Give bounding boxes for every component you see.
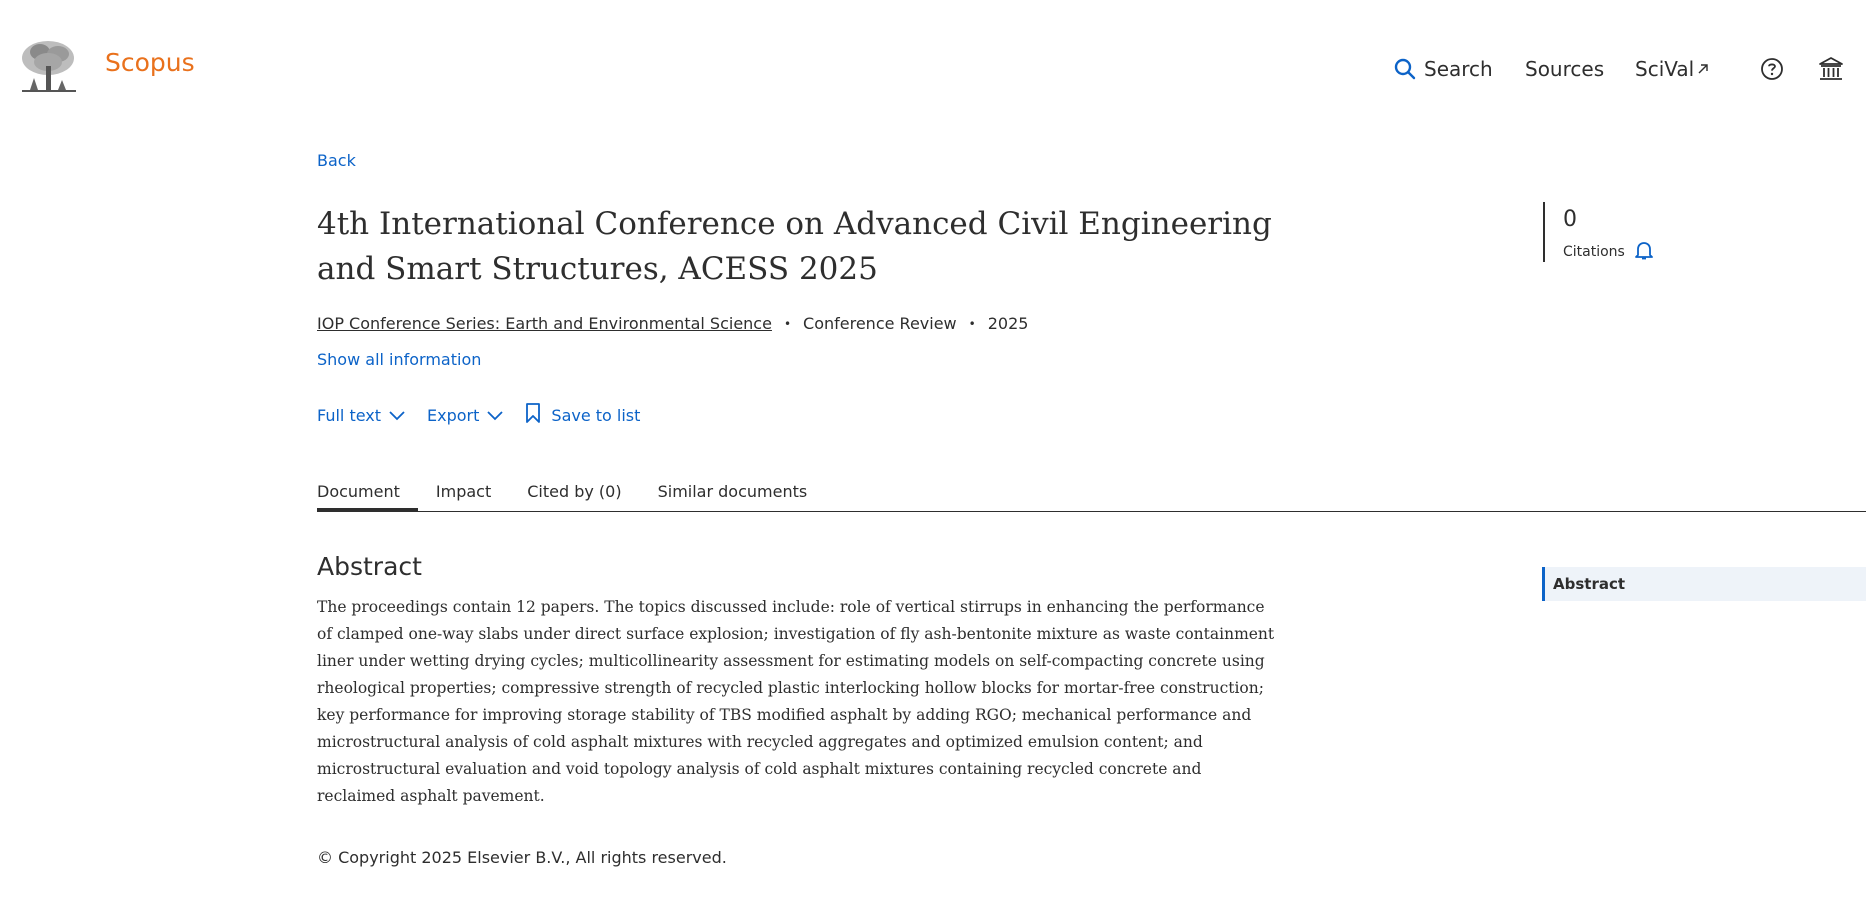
bookmark-icon (525, 402, 551, 428)
citations-label-row (1563, 240, 1653, 264)
copyright-notice: © Copyright 2025 Elsevier B.V., All rights reserved. (317, 848, 727, 867)
meta-separator: • (968, 316, 976, 331)
page-title: 4th International Conference on Advanced Civil Engineering and Smart Structures, ACESS 2025 (317, 206, 1272, 287)
nav-scival-label: SciVal (1635, 57, 1695, 81)
abstract-text: The proceedings contain 12 papers. The topics discussed include: role of vertical stirrups in enhancing the performance of clamped one-way slabs under direct surface explosion; investigation of fly ash-bentonite mixture as waste containment liner under wetting drying cycles; multicollinearity assessment for estimating models on self-compacting concrete using rheological properties; compressive strength of recycled plastic interlocking hollow blocks for mortar-free construction; key performance for improving storage stability of TBS modified asphalt by adding RGO; mechanical performance and microstructural analysis of cold asphalt mixtures with recycled aggregates and optimized emulsion content; and microstructural evaluation and void topology analysis of cold asphalt mixtures containing recycled concrete and reclaimed asphalt pavement. (317, 598, 1275, 805)
export-button[interactable] (427, 406, 503, 425)
institution-button[interactable] (1818, 56, 1844, 82)
nav-sources[interactable] (1525, 57, 1604, 81)
abstract-heading: Abstract (317, 552, 422, 581)
back-link[interactable]: Back (317, 151, 356, 170)
save-to-list-button[interactable] (525, 402, 640, 428)
elsevier-tree-logo-icon[interactable] (18, 38, 80, 96)
document-tabs (317, 482, 1866, 512)
export-label: Export (427, 405, 480, 425)
citations-box (1543, 202, 1653, 262)
document-type: Conference Review (803, 314, 957, 333)
publication-year: 2025 (987, 314, 1029, 333)
help-button[interactable] (1760, 57, 1784, 81)
full-text-label: Full text (317, 405, 382, 425)
citations-label: Citations (1563, 244, 1625, 260)
meta-separator: • (783, 316, 792, 331)
document-meta (317, 314, 1028, 333)
source-title-link[interactable]: IOP Conference Series: Earth and Environmental Science (317, 314, 772, 333)
tab-impact[interactable]: Impact (435, 482, 492, 501)
institution-icon (1818, 56, 1844, 82)
nav-search[interactable] (1394, 57, 1493, 81)
nav-search-label: Search (1424, 57, 1493, 81)
external-link-icon (1697, 63, 1709, 75)
citation-count: 0 (1563, 207, 1577, 232)
chevron-down-icon (381, 406, 405, 425)
tab-similar-documents[interactable]: Similar documents (657, 482, 808, 501)
search-icon (1394, 58, 1416, 80)
scopus-brand[interactable]: Scopus (105, 48, 195, 77)
nav-scival[interactable] (1635, 57, 1709, 81)
tab-cited-by[interactable]: Cited by (0) (527, 482, 622, 501)
tab-document[interactable]: Document (317, 482, 400, 511)
toc-item-abstract[interactable]: Abstract (1542, 567, 1866, 601)
bell-icon[interactable] (1625, 240, 1653, 264)
save-to-list-label: Save to list (551, 405, 641, 425)
help-icon (1760, 57, 1784, 81)
full-text-button[interactable] (317, 406, 405, 425)
nav-sources-label: Sources (1525, 57, 1605, 81)
show-all-information-link[interactable]: Show all information (317, 350, 482, 369)
chevron-down-icon (479, 406, 503, 425)
document-actions (317, 402, 662, 428)
